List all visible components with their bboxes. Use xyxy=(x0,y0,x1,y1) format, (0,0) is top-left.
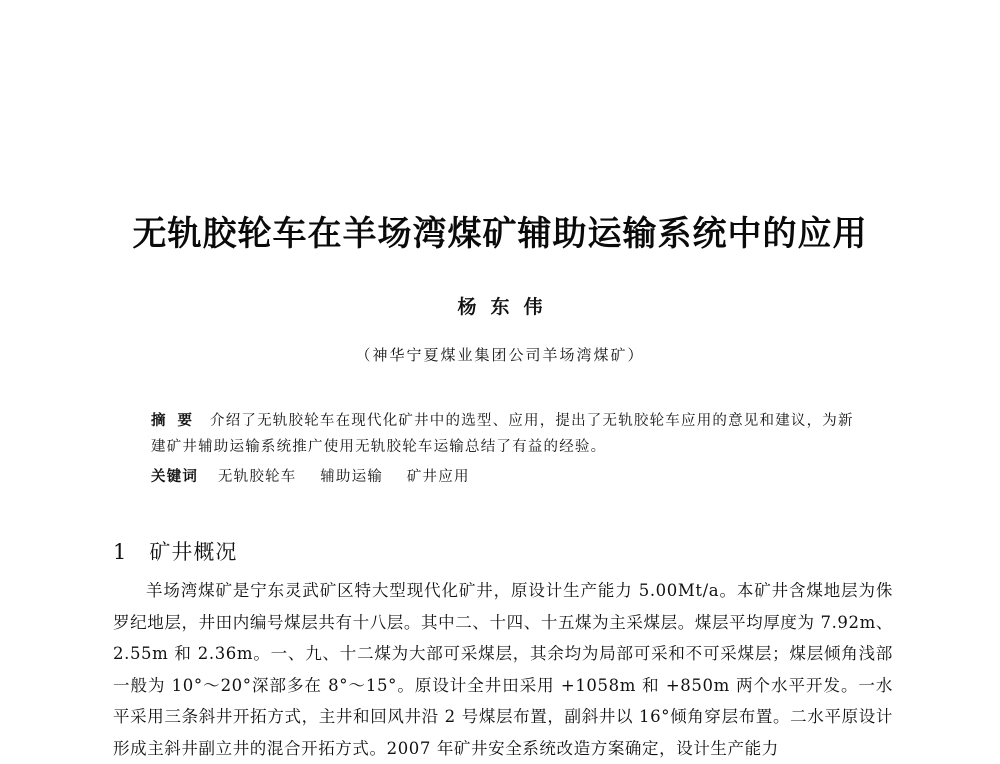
author-name: 杨东伟 xyxy=(457,296,557,318)
abstract-text: 介绍了无轨胶轮车在现代化矿井中的选型、应用，提出了无轨胶轮车应用的意见和建议，为新建矿井辅助运输系统推广使用无轨胶轮车运输总结了有益的经验。 xyxy=(151,413,854,455)
paper-title: 无轨胶轮车在羊场湾煤矿辅助运输系统中的应用 xyxy=(132,214,868,254)
keywords-label: 关键词 xyxy=(151,469,199,485)
body-paragraph: 羊场湾煤矿是宁东灵武矿区特大型现代化矿井，原设计生产能力 5.00Mt/a。本矿井含煤地层为侏罗纪地层，井田内编号煤层共有十八层。其中二、十四、十五煤为主采煤层。煤层平均厚度为 7.92m、2.55m 和 2.36m。一、九、十二煤为大部可采煤层，其余均为局部可采和不可采煤层；煤层倾角浅部一般为 10°～20°深部多在 8°～15°。原设计全井田采用 +1058m 和 +850m 两个水平开发。一水平采用三条斜井开拓方式，主井和回风井沿 2 号煤层布置，副斜井以 16°倾角穿层布置。二水平原设计形成主斜井副立井的混合开拓方式。2007 年矿井安全系统改造方案确定，设计生产能力 xyxy=(113,581,893,758)
author-affiliation: （神华宁夏煤业集团公司羊场湾煤矿） xyxy=(355,346,645,364)
section-title: 矿井概况 xyxy=(149,540,238,564)
section-heading xyxy=(113,536,237,566)
keyword-item: 无轨胶轮车 xyxy=(217,469,297,485)
abstract-block xyxy=(151,408,866,460)
abstract-label: 摘要 xyxy=(151,413,204,429)
keyword-item: 矿井应用 xyxy=(406,469,470,485)
keyword-item: 辅助运输 xyxy=(320,469,384,485)
section-number: 1 xyxy=(113,540,128,564)
keywords-block xyxy=(151,464,866,490)
